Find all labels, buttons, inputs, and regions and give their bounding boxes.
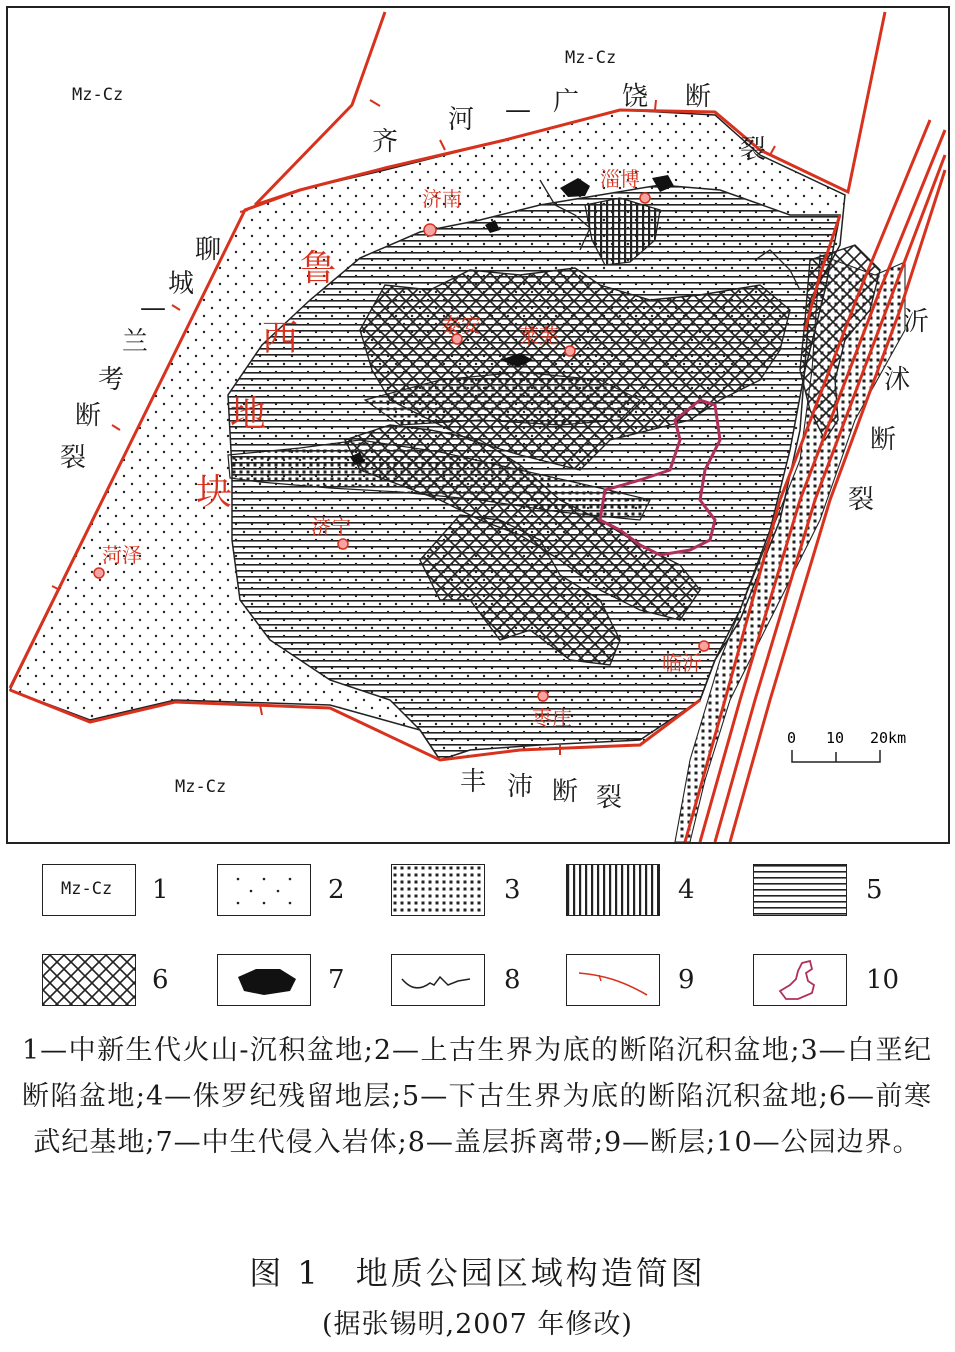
legend-swatch-6 <box>42 954 136 1006</box>
fault-liaocheng-char: 城 <box>168 269 195 299</box>
fault-liaocheng-char: 裂 <box>60 443 87 473</box>
fault-qihe-char: 裂 <box>740 135 767 165</box>
fault-fengpei-char: 裂 <box>596 783 623 813</box>
city-marker-linyi <box>699 641 709 651</box>
age-label-s: Mz-Cz <box>175 777 227 797</box>
age-label-n: Mz-Cz <box>565 48 617 68</box>
legend-swatch-3 <box>391 864 485 916</box>
legend-num-10: 10 <box>866 965 900 995</box>
city-marker-jinan <box>424 224 436 236</box>
city-marker-zaozhuang <box>538 691 548 701</box>
legend-swatch-4 <box>566 864 660 916</box>
fault-qihe-char: — <box>505 95 531 125</box>
legend-swatch-9 <box>566 954 660 1006</box>
fault-yishu-char: 裂 <box>848 485 875 515</box>
legend-swatch-8 <box>391 954 485 1006</box>
city-marker-zibo <box>640 193 650 203</box>
city-heze: 菏泽 <box>102 543 142 567</box>
city-zaozhuang: 枣庄 <box>532 706 572 730</box>
legend-num-7: 7 <box>328 965 345 995</box>
scale-tick-10: 10 <box>826 729 845 747</box>
age-label-nw: Mz-Cz <box>72 85 124 105</box>
fault-qihe-char: 河 <box>448 105 475 135</box>
figure-title: 图 1 地质公园区域构造简图 <box>249 1254 706 1292</box>
figure-source: (据张锡明,2007 年修改) <box>322 1309 633 1340</box>
svg-text:西: 西 <box>262 318 299 359</box>
city-marker-laiwu <box>565 346 575 356</box>
legend-swatch-10 <box>753 954 847 1006</box>
fault-qihe-char: 广 <box>553 87 580 117</box>
fault-fengpei-char: 丰 <box>460 767 487 797</box>
fault-liaocheng-char: 兰 <box>122 327 149 357</box>
legend-swatch-1 <box>42 864 136 916</box>
fault-liaocheng-char: 断 <box>75 401 102 431</box>
fault-qihe-char: 饶 <box>622 82 649 112</box>
legend-num-2: 2 <box>328 875 345 905</box>
scale-tick-0: 0 <box>787 729 797 747</box>
fault-liaocheng-char: 聊 <box>195 235 222 265</box>
legend-num-3: 3 <box>504 875 521 905</box>
city-laiwu: 莱芜 <box>519 324 559 348</box>
svg-text:块: 块 <box>196 472 233 513</box>
city-marker-heze <box>94 568 104 578</box>
fault-yishu-char: 断 <box>870 425 897 455</box>
city-taian: 泰安 <box>441 313 481 337</box>
fault-liaocheng-char: 考 <box>98 365 125 395</box>
city-jining: 济宁 <box>311 515 351 539</box>
fault-yishu-char: 沭 <box>884 365 911 395</box>
fault-qihe-char: 断 <box>685 82 712 112</box>
city-linyi: 临沂 <box>662 651 702 675</box>
svg-text:鲁: 鲁 <box>300 248 337 289</box>
legend-swatch-2 <box>217 864 311 916</box>
legend-num-4: 4 <box>678 875 695 905</box>
legend-num-5: 5 <box>866 875 883 905</box>
legend-num-9: 9 <box>678 965 695 995</box>
fault-fengpei-char: 断 <box>552 777 579 807</box>
legend-num-1: 1 <box>152 875 169 905</box>
legend-num-8: 8 <box>504 965 521 995</box>
city-marker-jining <box>338 539 348 549</box>
legend-swatch-7 <box>217 954 311 1006</box>
legend-num-6: 6 <box>152 965 169 995</box>
city-zibo: 淄博 <box>600 167 640 191</box>
fault-qihe-char: 齐 <box>372 127 399 157</box>
city-jinan: 济南 <box>422 187 462 211</box>
fault-yishu-char: 沂 <box>903 307 930 337</box>
legend-swatch-1-text: Mz-Cz <box>61 879 113 899</box>
legend-swatch-5 <box>753 864 847 916</box>
legend-caption: 1—中新生代火山-沉积盆地;2—上古生界为底的断陷沉积盆地;3—白垩纪断陷盆地;4—侏罗纪残留地层;5—下古生界为底的断陷沉积盆地;6—前寒武纪基地;7—中生代侵入岩体;8—盖层拆离带;9—断层;10—公园边界。 <box>22 1035 932 1158</box>
svg-text:地: 地 <box>230 394 267 435</box>
fault-fengpei-char: 沛 <box>507 772 534 802</box>
scale-tick-20: 20km <box>870 729 907 747</box>
fault-liaocheng-char: — <box>140 293 166 323</box>
